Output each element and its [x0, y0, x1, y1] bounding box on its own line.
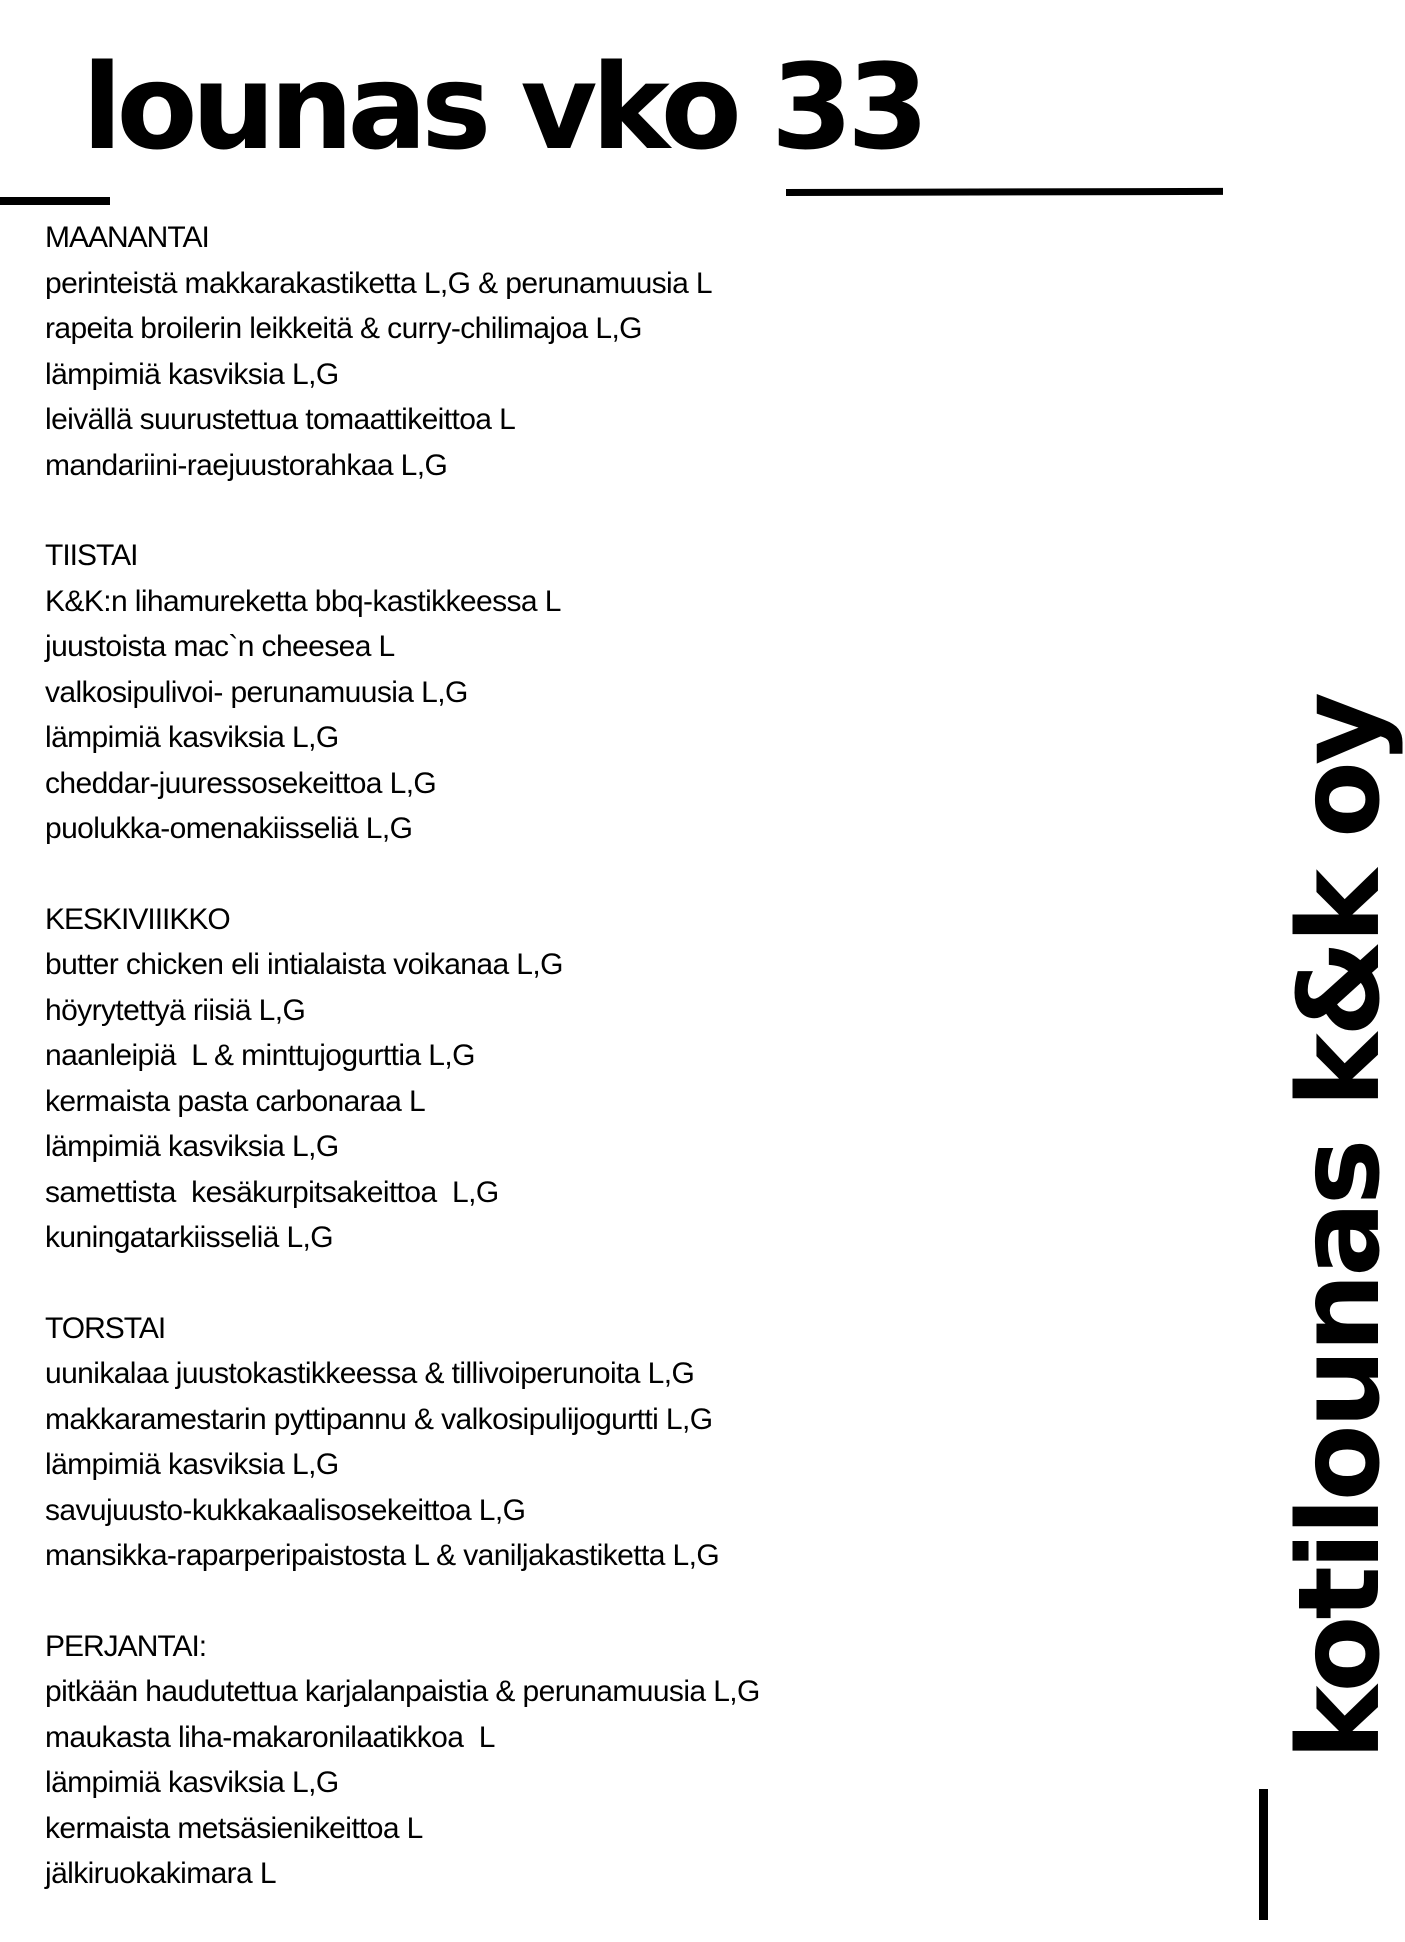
menu-item: butter chicken eli intialaista voikanaa L,G — [45, 948, 563, 981]
menu-item: valkosipulivoi- perunamuusia L,G — [45, 675, 468, 709]
page-title: lounas vko 33 — [82, 38, 924, 176]
title-divider-right — [786, 188, 1223, 196]
menu-item: perinteistä makkarakastiketta L,G & perunamuusia L — [45, 266, 713, 300]
menu-item: lämpimiä kasviksia L,G — [45, 1766, 339, 1799]
menu-item: rapeita broilerin leikkeitä & curry-chilimajoa L,G — [45, 312, 642, 345]
day-heading: PERJANTAI: — [45, 1629, 207, 1663]
menu-item: leivällä suurustettua tomaattikeittoa L — [45, 403, 516, 436]
menu-item: K&K:n lihamureketta bbq-kastikkeessa L — [45, 584, 561, 618]
menu-item: kuningatarkiisseliä L,G — [45, 1221, 334, 1254]
menu-item: savujuusto-kukkakaalisosekeittoa L,G — [45, 1493, 526, 1527]
menu-item: pitkään haudutettua karjalanpaistia & perunamuusia L,G — [45, 1675, 760, 1708]
menu-item: cheddar-juuressosekeittoa L,G — [45, 766, 437, 800]
brand-name: kotilounas k&k oy — [1275, 696, 1405, 1760]
menu-item: juustoista mac`n cheesea L — [45, 630, 395, 663]
menu-item: lämpimiä kasviksia L,G — [45, 1448, 339, 1481]
day-section — [45, 1624, 1125, 1897]
day-section — [45, 215, 1125, 488]
menu-item: maukasta liha-makaronilaatikkoa L — [45, 1720, 495, 1754]
menu-item: samettista kesäkurpitsakeittoa L,G — [45, 1175, 499, 1209]
weekly-menu — [45, 215, 1125, 1942]
day-heading: MAANANTAI — [45, 221, 209, 254]
menu-item: kermaista metsäsienikeittoa L — [45, 1811, 423, 1845]
day-section — [45, 533, 1125, 852]
day-heading: TIISTAI — [45, 539, 138, 572]
day-section — [45, 897, 1125, 1261]
menu-item: lämpimiä kasviksia L,G — [45, 721, 339, 754]
title-divider-left — [0, 197, 110, 205]
menu-item: mandariini-raejuustorahkaa L,G — [45, 448, 448, 482]
day-heading: TORSTAI — [45, 1311, 166, 1345]
menu-item: naanleipiä L & minttujogurttia L,G — [45, 1039, 475, 1072]
menu-item: makkaramestarin pyttipannu & valkosipulijogurtti L,G — [45, 1402, 713, 1436]
menu-item: höyrytettyä riisiä L,G — [45, 993, 306, 1027]
menu-item: mansikka-raparperipaistosta L & vaniljakastiketta L,G — [45, 1539, 720, 1572]
brand-divider — [1259, 1789, 1268, 1920]
menu-item: uunikalaa juustokastikkeessa & tillivoiperunoita L,G — [45, 1357, 695, 1390]
menu-item: lämpimiä kasviksia L,G — [45, 1130, 339, 1163]
menu-item: kermaista pasta carbonaraa L — [45, 1084, 426, 1118]
menu-item: lämpimiä kasviksia L,G — [45, 357, 339, 391]
menu-item: puolukka-omenakiisseliä L,G — [45, 812, 413, 845]
day-section — [45, 1306, 1125, 1579]
day-heading: KESKIVIIIKKO — [45, 902, 230, 936]
menu-item: jälkiruokakimara L — [45, 1857, 276, 1890]
